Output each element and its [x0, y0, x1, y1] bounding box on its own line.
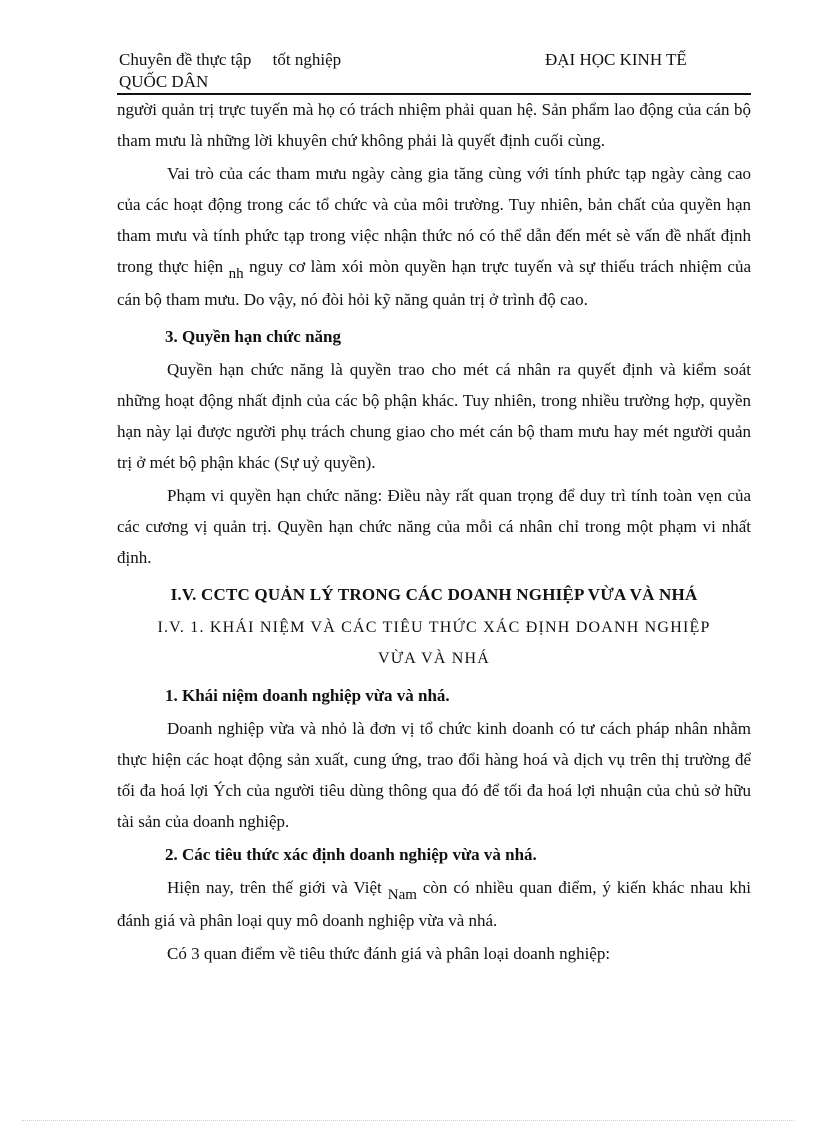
paragraph-pham-vi: Phạm vi quyền hạn chức năng: Điều này rất quan trọng để duy trì tính toàn vẹn của các cương vị quản trị. Quyền hạn chức năng của mỗi cá nhân chỉ trong một phạm vi nhất định.: [117, 486, 751, 567]
subsection-heading-line2: VỪA VÀ NHÁ: [377, 650, 491, 667]
paragraph-text: còn có nhiều quan điểm, ý kiến khác nhau khi đánh giá và phân loại quy mô doanh nghiệp vừa và nhá.: [117, 878, 751, 930]
paragraph-text: Hiện nay, trên thế giới và Việt: [167, 878, 388, 897]
heading-khai-niem: 1. Khái niệm doanh nghiệp vừa và nhá.: [165, 686, 450, 705]
subscript-text: Nam: [387, 887, 417, 903]
paragraph-khai-niem: Doanh nghiệp vừa và nhỏ là đơn vị tổ chức kinh doanh có tư cách pháp nhân nhằm thực hiện các hoạt động sản xuất, cung ứng, trao đổi hàng hoá và dịch vụ trên thị trường để tối đa hoá lợi Ých của người tiêu dùng thông qua đó để tối đa hoá lợi nhuận của chủ sở hữu tài sản của doanh nghiệp.: [117, 719, 751, 831]
heading-tieu-thuc: 2. Các tiêu thức xác định doanh nghiệp vừa và nhá.: [165, 845, 537, 864]
header-right: ĐẠI HỌC KINH TẾ: [545, 50, 687, 69]
paragraph-text: Vai trò của các tham mưu ngày càng gia tăng cùng với tính phức tạp ngày càng cao của các hoạt động trong các tổ chức và của môi trường. Tuy nhiên, bản chất của quyền hạn tham mưu và tính phức tạp trong việc nhận thức nó có thể dẫn đến mét sè vấn đề nhất định trong thực hiện: [117, 164, 751, 276]
heading-quyen-han-chuc-nang: 3. Quyền hạn chức năng: [165, 327, 341, 346]
paragraph-quyen-han: Quyền hạn chức năng là quyền trao cho mét cá nhân ra quyết định và kiểm soát những hoạt động nhất định của các bộ phận khác. Tuy nhiên, trong nhiều trường hợp, quyền hạn này lại được người phụ trách chung giao cho mét cán bộ tham mưu hay mét người quản trị ở mét bộ phận khác (Sự uỷ quyền).: [117, 360, 751, 472]
paragraph-quan-diem: [117, 872, 751, 936]
paragraph-text: nguy cơ làm xói mòn quyền hạn trực tuyến và sự thiếu trách nhiệm của cán bộ tham mưu. Do vậy, nó đòi hỏi kỹ năng quản trị ở trình độ cao.: [117, 257, 752, 309]
paragraph-continuation: người quản trị trực tuyến mà họ có trách nhiệm phải quan hệ. Sản phẩm lao động của cán bộ tham mưu là những lời khuyên chứ không phải là quyết định cuối cùng.: [117, 100, 751, 150]
document-body: [117, 94, 751, 969]
page-bottom-divider: [22, 1120, 794, 1121]
paragraph-tham-muu-role: [117, 158, 751, 315]
subscript-text: nh: [228, 266, 244, 282]
subsection-heading-line1: I.V. 1. KHÁI NIỆM VÀ CÁC TIÊU THỨC XÁC ĐỊNH DOANH NGHIỆP: [157, 619, 711, 636]
paragraph-ba-quan-diem: Có 3 quan điểm về tiêu thức đánh giá và phân loại doanh nghiệp:: [167, 944, 611, 963]
header-left-line2: QUỐC DÂN: [119, 72, 209, 91]
section-heading: I.V. CCTC QUẢN LÝ TRONG CÁC DOANH NGHIỆP VỪA VÀ NHÁ: [170, 585, 698, 604]
header-left-line1: Chuyên đề thực tập tốt nghiệp: [119, 50, 342, 69]
